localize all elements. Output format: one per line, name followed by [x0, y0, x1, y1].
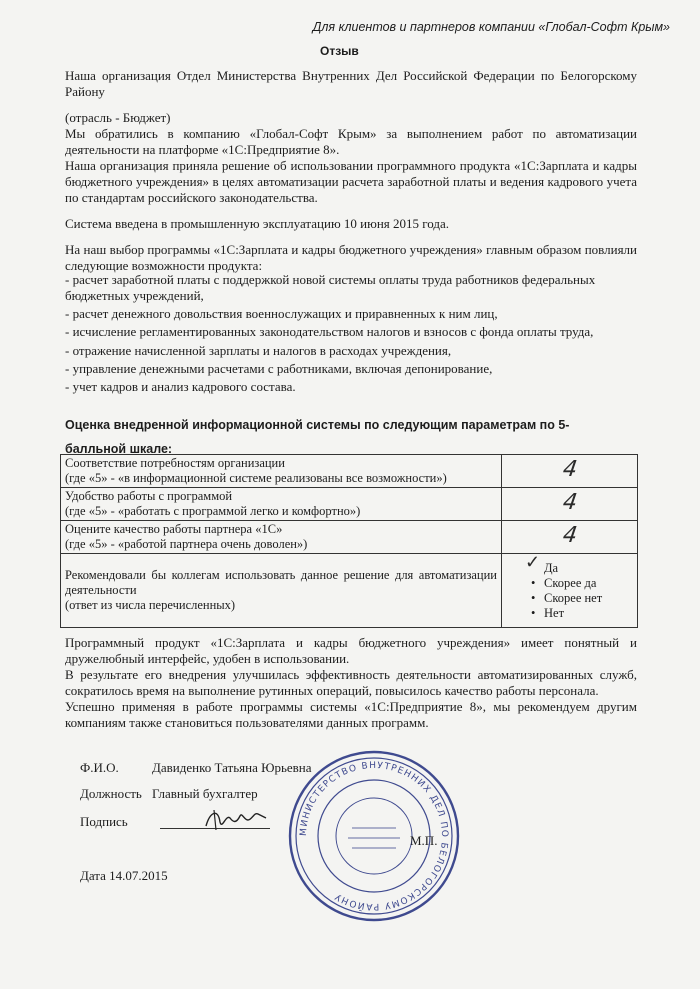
stamp-place-label: М.П. — [410, 833, 438, 848]
answer-option-rather-no: • Скорее нет — [531, 590, 603, 605]
checkmark-icon: ✓ — [525, 551, 541, 572]
para-choice: На наш выбор программы «1С:Зарплата и кадры бюджетного учреждения» главным образом повлияли следующие возможности продукта: — [65, 242, 637, 273]
date-text: Дата 14.07.2015 — [80, 868, 168, 883]
para-decision: Наша организация приняла решение об использовании программного продукта «1С:Зарплата и кадры бюджетного учреждения» в целях автоматизации расчета заработной платы и ведения кадрового учета по стандартам российского законодательства. — [65, 158, 637, 205]
score-cell — [502, 455, 638, 488]
answer-options — [525, 551, 633, 621]
rating-heading: Оценка внедренной информационной системы по следующим параметрам по 5-балльной шкале: — [65, 418, 570, 456]
answer-options-cell — [502, 551, 638, 628]
bullet-icon: • — [531, 605, 536, 620]
list-item: - расчет заработной платы с поддержкой новой системы оплаты труда работников федеральных бюджетных учреждений, — [65, 272, 596, 303]
handwritten-score: 4 — [560, 490, 579, 515]
features-list — [65, 272, 637, 397]
criterion-hint: (где «5» - «работать с программой легко и комфортно») — [65, 504, 361, 518]
answer-option-yes: ✓ Да — [525, 551, 559, 575]
table-row — [61, 521, 638, 554]
para-contact: Мы обратились в компанию «Глобал-Софт Крым» за выполнением работ по автоматизации деятельности на платформе «1С:Предприятие 8». — [65, 126, 637, 157]
bullet-icon: • — [531, 575, 536, 590]
table-row — [61, 554, 638, 628]
para-result: В результате его внедрения улучшилась эффективность деятельности автоматизированных служб, сократилось время на выполнение рутинных операций, повысилось качество работы персонала. — [65, 667, 637, 698]
criterion-title: Удобство работы с программой — [65, 489, 233, 503]
para-interface: Программный продукт «1С:Зарплата и кадры бюджетного учреждения» имеет понятный и дружелюбный интерфейс, удобен в использовании. — [65, 635, 637, 666]
recommend-question: Рекомендовали бы коллегам использовать данное решение для автоматизации деятельности — [65, 568, 497, 597]
criterion-cell — [61, 521, 502, 554]
signature-image — [200, 800, 280, 836]
score-cell — [502, 521, 638, 554]
signature-label: Подпись — [80, 814, 128, 829]
recommend-question-cell — [61, 554, 502, 628]
handwritten-score: 4 — [560, 523, 579, 548]
list-item: - отражение начисленной зарплаты и налогов в расходах учреждения, — [65, 342, 452, 358]
handwritten-score: 4 — [560, 457, 579, 482]
name-value: Давиденко Татьяна Юрьевна — [152, 760, 312, 775]
list-item: - управление денежными расчетами с работниками, включая депонирование, — [65, 360, 493, 376]
table-row — [61, 488, 638, 521]
org-line: Наша организация Отдел Министерства Внутренних Дел Российской Федерации по Белогорскому Району — [65, 68, 637, 99]
position-label: Должность — [80, 786, 142, 801]
position-value: Главный бухгалтер — [152, 786, 258, 801]
list-item: - расчет денежного довольствия военнослужащих и приравненных к ним лиц, — [65, 306, 498, 321]
criterion-hint: (где «5» - «в информационной системе реализованы все возможности») — [65, 471, 447, 485]
page-title: Отзыв — [320, 44, 359, 58]
criterion-title: Соответствие потребностям организации — [65, 456, 285, 470]
criterion-title: Оцените качество работы партнера «1С» — [65, 522, 283, 536]
score-cell — [502, 488, 638, 521]
criterion-hint: (где «5» - «работой партнера очень доволен») — [65, 537, 308, 551]
para-recommend: Успешно применяя в работе программы системы «1С:Предприятие 8», мы рекомендуем другим компаниям также становиться пользователями данных программ. — [65, 699, 637, 730]
list-item: - учет кадров и анализ кадрового состава. — [65, 379, 296, 395]
stamp-ring-text: МИНИСТЕРСТВО ВНУТРЕННИХ ДЕЛ ПО БЕЛОГОРСКОМУ РАЙОНУ — [298, 760, 450, 912]
name-label: Ф.И.О. — [80, 760, 119, 775]
recommend-note: (ответ из числа перечисленных) — [65, 598, 236, 612]
bullet-icon: • — [531, 590, 536, 605]
answer-option-no: • Нет — [531, 605, 565, 620]
para-launch: Система введена в промышленную эксплуатацию 10 июня 2015 года. — [65, 216, 450, 231]
header-note: Для клиентов и партнеров компании «Глобал-Софт Крым» — [312, 20, 670, 34]
table-row — [61, 455, 638, 488]
criterion-cell — [61, 455, 502, 488]
answer-option-rather-yes: • Скорее да — [531, 575, 597, 590]
rating-table — [60, 454, 638, 628]
sector-line: (отрасль - Бюджет) — [65, 110, 171, 125]
criterion-cell — [61, 488, 502, 521]
list-item: - исчисление регламентированных законодательством налогов и взносов с фонда оплаты труда, — [65, 324, 594, 340]
